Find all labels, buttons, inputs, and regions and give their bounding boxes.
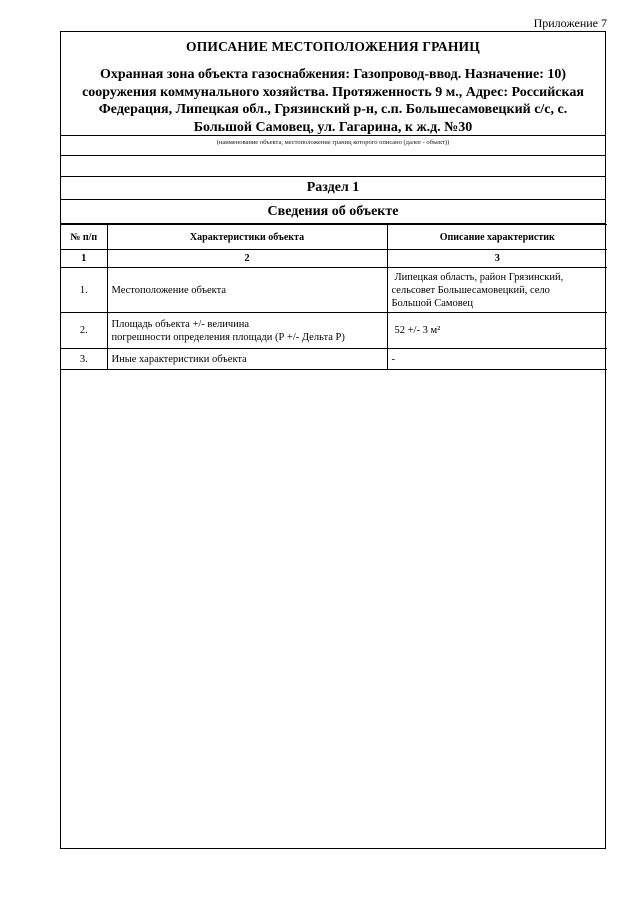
- description-line: Липецкая область, район Грязинский,: [394, 271, 564, 283]
- description-line: сельсовет Большесамовецкий, село: [391, 284, 550, 296]
- header-characteristic: Характеристики объекта: [107, 225, 387, 250]
- header-description: Описание характеристик: [387, 225, 607, 250]
- object-name: [61, 55, 605, 136]
- object-name-line-1: Охранная зона объекта газоснабжения: Газопровод-ввод. Назначение: 10): [99, 67, 567, 82]
- characteristics-table: [61, 224, 607, 370]
- characteristic-line: Площадь объекта +/- величина: [111, 318, 250, 330]
- row-number: 2.: [61, 313, 107, 349]
- row-characteristic: [107, 313, 387, 349]
- column-number: 1: [61, 250, 107, 268]
- row-number: 3.: [61, 349, 107, 370]
- table-row: [61, 268, 607, 313]
- description-line: Большой Самовец: [391, 297, 473, 309]
- table-row: [61, 313, 607, 349]
- document-title: ОПИСАНИЕ МЕСТОПОЛОЖЕНИЯ ГРАНИЦ: [186, 39, 480, 54]
- appendix-label: Приложение 7: [533, 16, 607, 30]
- section-title: Раздел 1: [61, 177, 605, 200]
- document-header: [61, 32, 605, 136]
- column-number-row: [61, 250, 607, 268]
- characteristic-line: Местоположение объекта: [111, 284, 227, 296]
- object-note: (наименование объекта, местоположение границ которого описано (далее - объект)): [61, 136, 605, 156]
- column-number: 2: [107, 250, 387, 268]
- characteristic-line: Иные характеристики объекта: [111, 353, 247, 365]
- row-number: 1.: [61, 268, 107, 313]
- document-frame: [60, 31, 606, 849]
- spacer-row: [61, 156, 605, 177]
- section-subtitle: Сведения об объекте: [61, 200, 605, 224]
- table-row: [61, 349, 607, 370]
- header-number: № п/п: [61, 225, 107, 250]
- object-name-line-2: сооружения коммунального хозяйства. Протяженность 9 м., Адрес: Российская: [82, 84, 584, 100]
- row-characteristic: [107, 349, 387, 370]
- object-name-line-4: Большой Самовец, ул. Гагарина, к ж.д. №30: [193, 119, 473, 135]
- characteristic-line: погрешности определения площади (Р +/- Дельта Р): [111, 331, 345, 343]
- row-description: [387, 313, 607, 349]
- column-number: 3: [387, 250, 607, 268]
- object-name-line-3: Федерация, Липецкая обл., Грязинский р-н, с.п. Большесамовецкий с/с, с.: [98, 102, 568, 117]
- row-description: [387, 349, 607, 370]
- row-characteristic: [107, 268, 387, 313]
- description-line: -: [391, 353, 395, 365]
- row-description: [387, 268, 607, 313]
- table-header-row: [61, 225, 607, 250]
- description-line: 52 +/- 3 м²: [394, 325, 441, 336]
